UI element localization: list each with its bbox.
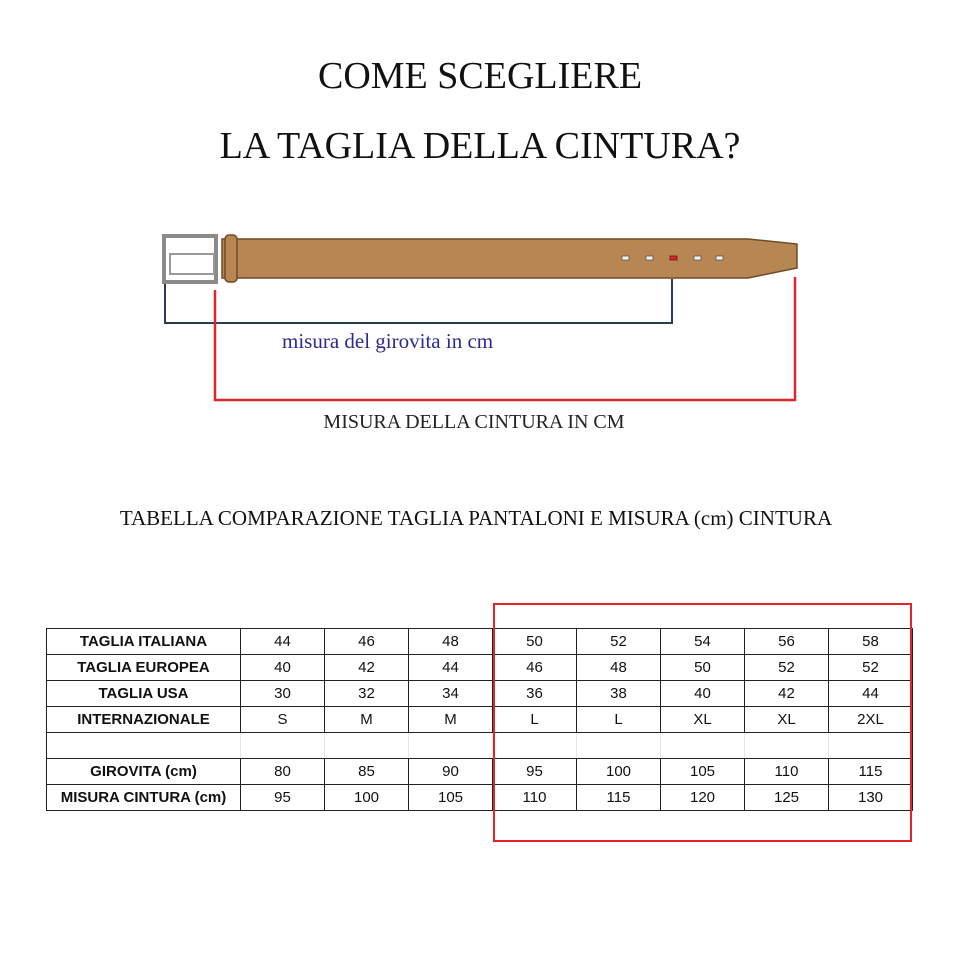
table-cell: 90 <box>409 759 493 785</box>
belt-hole-selected <box>670 256 677 260</box>
table-cell: M <box>409 707 493 733</box>
table-cell: 115 <box>577 785 661 811</box>
table-cell: 36 <box>493 681 577 707</box>
table-cell: 110 <box>493 785 577 811</box>
table-cell: 2XL <box>829 707 913 733</box>
belt-strap <box>222 239 797 278</box>
table-cell: 50 <box>493 629 577 655</box>
table-cell: 105 <box>661 759 745 785</box>
table-cell: 125 <box>745 785 829 811</box>
table-cell: 50 <box>661 655 745 681</box>
table-cell: 48 <box>577 655 661 681</box>
row-header: GIROVITA (cm) <box>47 759 241 785</box>
belt-keeper <box>225 235 237 282</box>
table-cell: 42 <box>745 681 829 707</box>
table-cell: 52 <box>745 655 829 681</box>
table-cell <box>493 733 577 759</box>
table-cell: 46 <box>493 655 577 681</box>
belt-hole <box>646 256 653 260</box>
table-cell: 44 <box>241 629 325 655</box>
table-cell <box>577 733 661 759</box>
table-cell: 54 <box>661 629 745 655</box>
belt-buckle-inner <box>170 254 214 274</box>
belt-hole <box>694 256 701 260</box>
table-cell: 48 <box>409 629 493 655</box>
table-cell: 44 <box>409 655 493 681</box>
table-cell: 120 <box>661 785 745 811</box>
table-cell: 46 <box>325 629 409 655</box>
table-row <box>47 655 913 681</box>
table-cell: 130 <box>829 785 913 811</box>
table-cell: 80 <box>241 759 325 785</box>
page-title-line-2: LA TAGLIA DELLA CINTURA? <box>219 125 741 167</box>
belt-hole <box>622 256 629 260</box>
row-header: TAGLIA USA <box>47 681 241 707</box>
table-cell: 115 <box>829 759 913 785</box>
table-cell: 32 <box>325 681 409 707</box>
table-cell: 42 <box>325 655 409 681</box>
table-row <box>47 629 913 655</box>
table-cell <box>745 733 829 759</box>
row-header: MISURA CINTURA (cm) <box>47 785 241 811</box>
table-cell: 95 <box>241 785 325 811</box>
row-header <box>47 733 241 759</box>
table-cell: L <box>493 707 577 733</box>
table-cell: S <box>241 707 325 733</box>
table-cell <box>325 733 409 759</box>
table-cell <box>829 733 913 759</box>
row-header: INTERNAZIONALE <box>47 707 241 733</box>
table-cell: 100 <box>325 785 409 811</box>
table-cell: 110 <box>745 759 829 785</box>
row-header: TAGLIA EUROPEA <box>47 655 241 681</box>
table-cell <box>409 733 493 759</box>
table-cell: XL <box>745 707 829 733</box>
table-cell: 30 <box>241 681 325 707</box>
row-header: TAGLIA ITALIANA <box>47 629 241 655</box>
table-cell: 100 <box>577 759 661 785</box>
table-cell: 38 <box>577 681 661 707</box>
table-row <box>47 681 913 707</box>
table-row <box>47 759 913 785</box>
table-cell: 56 <box>745 629 829 655</box>
table-cell: 34 <box>409 681 493 707</box>
table-cell <box>241 733 325 759</box>
belt-buckle <box>164 236 216 282</box>
table-row <box>47 733 913 759</box>
size-comparison-table <box>46 628 913 811</box>
waist-measure-line <box>165 279 672 323</box>
table-cell: 105 <box>409 785 493 811</box>
table-row <box>47 785 913 811</box>
table-cell: 58 <box>829 629 913 655</box>
table-cell: M <box>325 707 409 733</box>
table-row <box>47 707 913 733</box>
table-cell: 95 <box>493 759 577 785</box>
waist-measure-label: misura del girovita in cm <box>282 329 494 353</box>
table-cell: 52 <box>829 655 913 681</box>
table-cell: XL <box>661 707 745 733</box>
table-title: TABELLA COMPARAZIONE TAGLIA PANTALONI E MISURA (cm) CINTURA <box>119 506 833 530</box>
page-title-line-1: COME SCEGLIERE <box>317 55 643 97</box>
table-cell: 52 <box>577 629 661 655</box>
table-cell: 40 <box>661 681 745 707</box>
table-cell <box>661 733 745 759</box>
table-cell: 40 <box>241 655 325 681</box>
table-cell: 85 <box>325 759 409 785</box>
belt-hole <box>716 256 723 260</box>
table-cell: L <box>577 707 661 733</box>
table-cell: 44 <box>829 681 913 707</box>
belt-measure-label: MISURA DELLA CINTURA IN CM <box>323 411 625 433</box>
